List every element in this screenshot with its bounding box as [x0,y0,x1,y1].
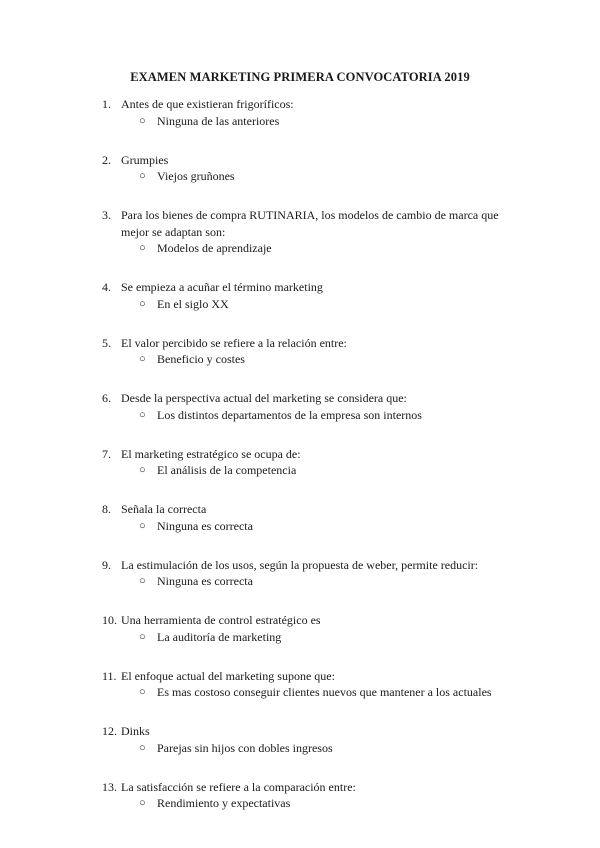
question-number: 13. [102,779,117,794]
question-item [0,279,600,313]
circle-bullet-icon: ○ [139,353,146,365]
question-text: El marketing estratégico se ocupa de: [121,446,301,461]
circle-bullet-icon: ○ [139,297,146,310]
circle-bullet-icon: ○ [139,242,146,254]
answer-text: Ninguna es correcta [157,518,253,533]
question-text: Desde la perspectiva actual del marketing se considera que: [121,391,407,405]
answer-text: Ninguna de las anteriores [157,113,280,128]
question-text: El enfoque actual del marketing supone que: [121,668,335,683]
answer-text: Los distintos departamentos de la empresa son internos [157,407,422,422]
question-item [0,390,600,424]
answer-text: Beneficio y costes [157,352,245,366]
circle-bullet-icon: ○ [139,464,146,476]
question-item [0,612,600,646]
question-item [0,668,600,702]
question-number: 5. [102,335,111,350]
circle-bullet-icon: ○ [139,741,146,754]
circle-bullet-icon: ○ [139,686,146,698]
answer-text: Parejas sin hijos con dobles ingresos [157,740,333,755]
question-number: 4. [102,280,111,294]
circle-bullet-icon: ○ [139,575,146,587]
question-text: Dinks [121,724,150,738]
question-item [0,501,600,535]
circle-bullet-icon: ○ [139,519,146,532]
question-number: 6. [102,391,111,405]
answer-text: Ninguna es correcta [157,574,253,588]
question-number: 2. [102,152,111,167]
answer-text: Es mas costoso conseguir clientes nuevos que mantener a los actuales [157,685,492,699]
question-text: Grumpies [121,152,169,167]
question-item [0,446,600,480]
question-text: Antes de que existieran frigoríficos: [121,97,294,111]
question-item [0,557,600,591]
question-number: 1. [102,97,111,111]
answer-text: Rendimiento y expectativas [157,796,291,810]
question-text: Se empieza a acuñar el término marketing [121,280,323,294]
question-item [0,207,600,257]
question-item [0,723,600,757]
answer-text: Viejos gruñones [157,169,235,183]
question-number: 7. [102,446,111,461]
question-number: 11. [102,668,117,683]
question-number: 9. [102,557,111,572]
question-item [0,96,600,130]
question-text: Una herramienta de control estratégico es [121,613,321,627]
question-item [0,779,600,813]
page-title: EXAMEN MARKETING PRIMERA CONVOCATORIA 2019 [130,70,470,84]
question-number: 3. [102,208,111,222]
question-number: 8. [102,502,111,516]
question-number: 10. [102,613,117,627]
answer-text: La auditoría de marketing [157,629,282,644]
answer-text: El análisis de la competencia [157,463,297,477]
question-text: La estimulación de los usos, según la propuesta de weber, permite reducir: [121,557,479,572]
question-text: Señala la correcta [121,502,207,516]
circle-bullet-icon: ○ [139,170,146,182]
question-item [0,335,600,369]
answer-text: En el siglo XX [157,296,229,311]
question-text: La satisfacción se refiere a la comparación entre: [121,779,356,794]
circle-bullet-icon: ○ [139,408,146,421]
question-item [0,152,600,186]
question-text: Para los bienes de compra RUTINARIA, los modelos de cambio de marca que mejor se adaptan son: [121,208,499,239]
question-list [0,96,600,834]
circle-bullet-icon: ○ [139,630,146,643]
question-text: El valor percibido se refiere a la relación entre: [121,335,347,350]
question-number: 12. [102,724,117,738]
circle-bullet-icon: ○ [139,797,146,809]
answer-text: Modelos de aprendizaje [157,241,272,255]
circle-bullet-icon: ○ [139,114,146,127]
